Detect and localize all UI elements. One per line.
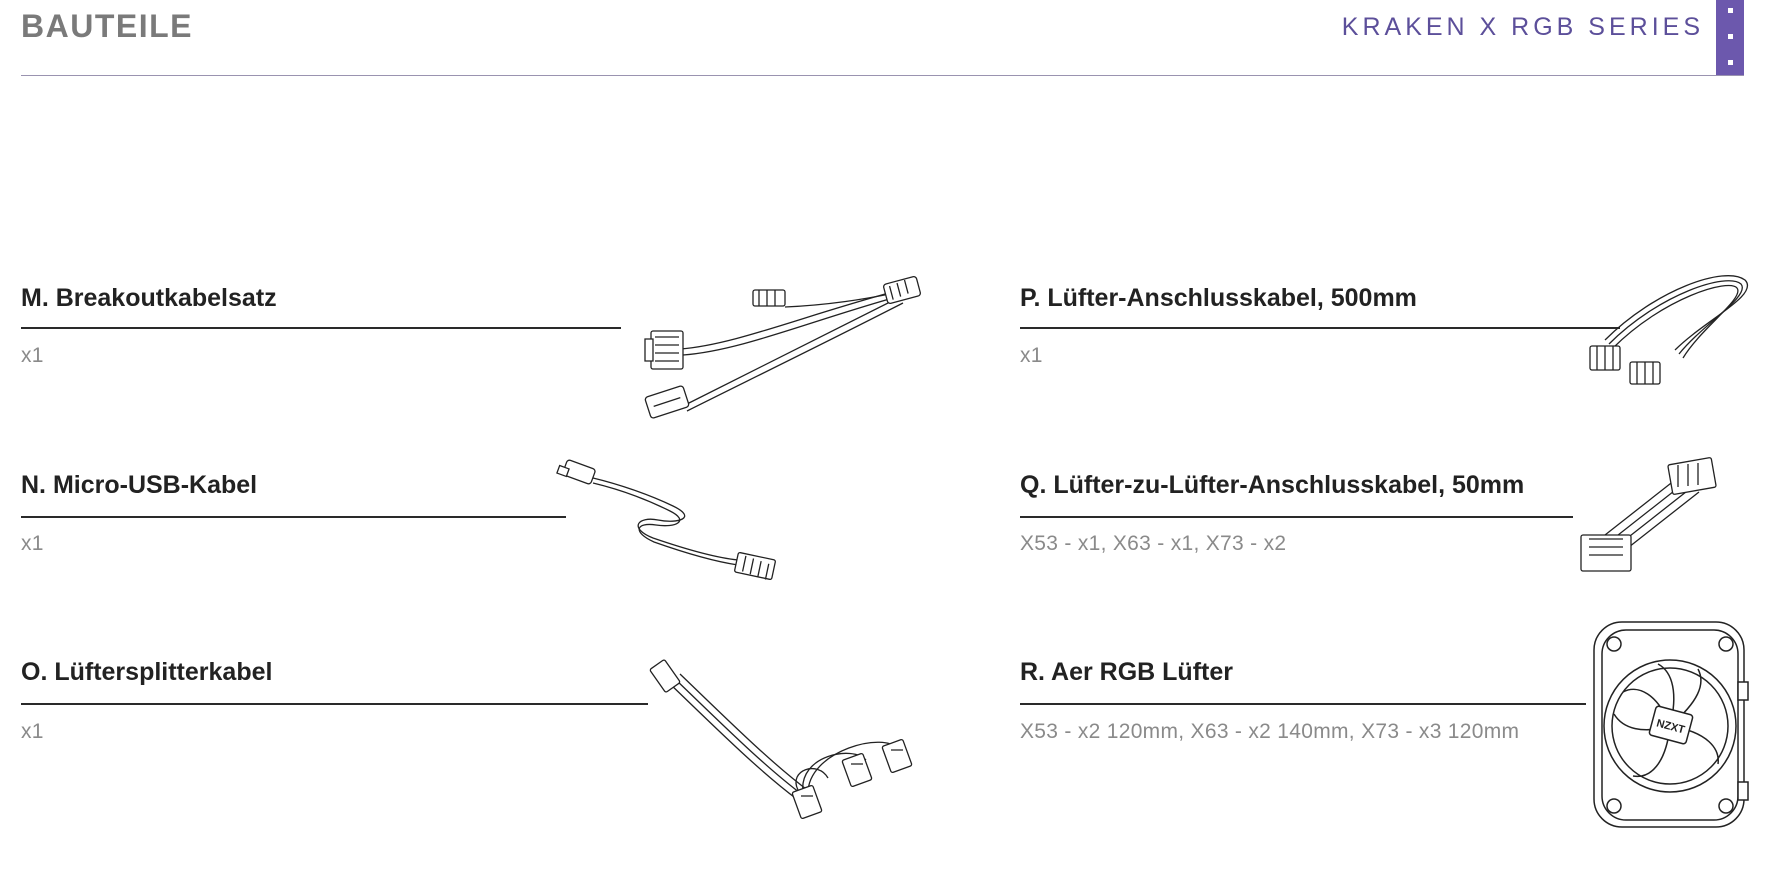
part-quantity: x1 (1020, 344, 1043, 367)
part-title: Q. Lüfter-zu-Lüfter-Anschlusskabel, 50mm (1020, 471, 1525, 499)
part-title: P. Lüfter-Anschlusskabel, 500mm (1020, 284, 1417, 312)
divider (1020, 703, 1586, 705)
part-quantity: x1 (21, 532, 44, 555)
divider (1020, 327, 1620, 329)
divider (21, 703, 648, 705)
part-title: R. Aer RGB Lüfter (1020, 658, 1233, 686)
fan-to-fan-cable-icon (1575, 455, 1725, 585)
page-header (21, 0, 1744, 76)
part-title: N. Micro-USB-Kabel (21, 471, 258, 499)
divider (21, 327, 621, 329)
breakout-cable-kit-icon (645, 275, 925, 415)
series-title: KRAKEN X RGB SERIES (1341, 13, 1704, 41)
divider (21, 516, 566, 518)
divider (1020, 516, 1573, 518)
page-tab-marker (1716, 0, 1744, 75)
fan-splitter-cable-icon (648, 660, 913, 820)
aer-rgb-fan-icon (1588, 614, 1753, 839)
fan-hub-label: NZXT (1655, 717, 1686, 737)
part-quantity: X53 - x1, X63 - x1, X73 - x2 (1020, 532, 1287, 555)
part-title: M. Breakoutkabelsatz (21, 284, 277, 312)
part-quantity: x1 (21, 720, 44, 743)
part-quantity: x1 (21, 344, 44, 367)
fan-connector-cable-icon (1585, 270, 1755, 395)
part-quantity: X53 - x2 120mm, X63 - x2 140mm, X73 - x3 120mm (1020, 720, 1520, 743)
section-title: BAUTEILE (21, 8, 193, 44)
part-title: O. Lüftersplitterkabel (21, 658, 273, 686)
micro-usb-cable-icon (558, 458, 798, 593)
